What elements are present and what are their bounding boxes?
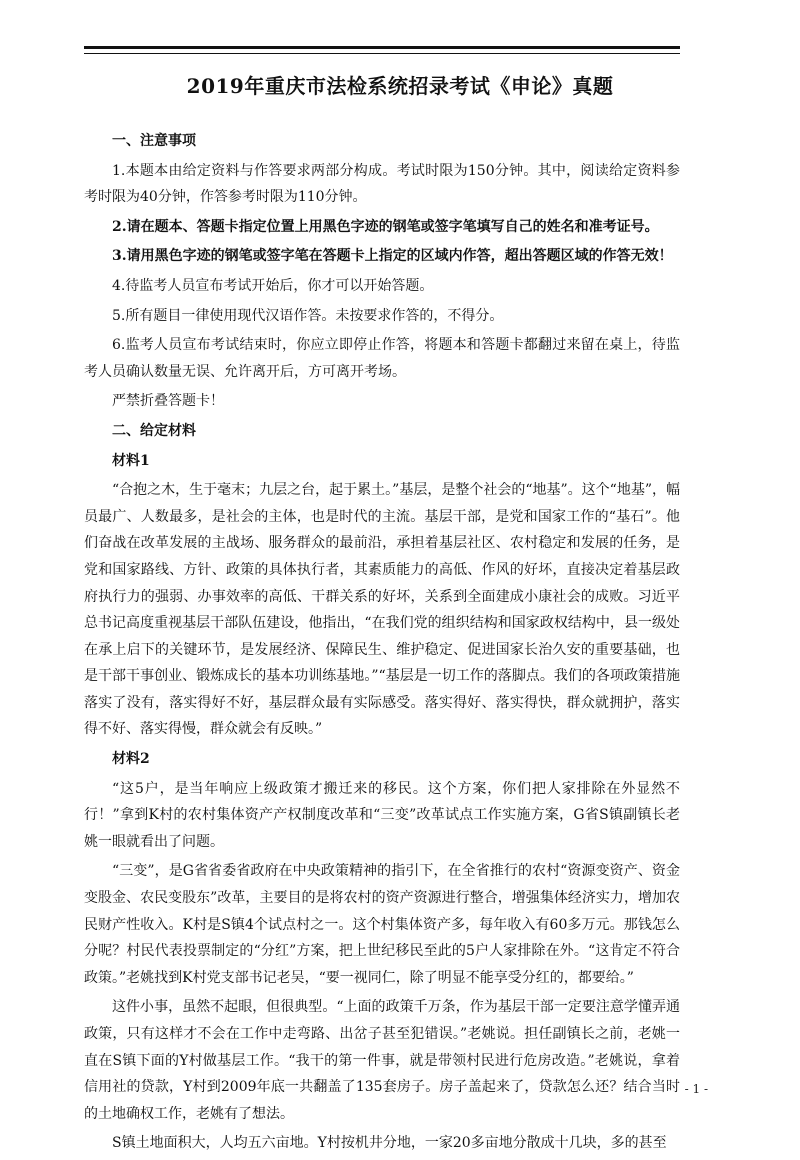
notice-item: 5.所有题目一律使用现代汉语作答。未按要求作答的，不得分。 bbox=[112, 307, 504, 324]
notice-item: 严禁折叠答题卡！ bbox=[112, 393, 224, 410]
notice-item: 1.本题本由给定资料与作答要求两部分构成。考试时限为150分钟。其中，阅读给定资料参考时限为40分钟，作答参考时限为110分钟。 bbox=[84, 162, 680, 206]
material2-paragraph: “三变”，是G省省委省政府在中央政策精神的指引下，在全省推行的农村“资源变资产、资金变股金、农民变股东”改革，主要目的是将农村的资产资源进行整合，增强集体经济实力，增加农民财产性收入。K村是S镇4个试点村之一。这个村集体资产多，每年收入有60多万元。那钱怎么分呢？村民代表投票制定的“分红”方案，把上世纪移民至此的5户人家排除在外。“这肯定不符合政策。”老姚找到K村党支部书记老吴，“要一视同仁，除了明显不能享受分红的，都要给。” bbox=[84, 863, 680, 986]
notice-item: 2.请在题本、答题卡指定位置上用黑色字迹的钢笔或签字笔填写自己的姓名和准考证号。 bbox=[112, 218, 659, 235]
document-title: 2019年重庆市法检系统招录考试《申论》真题 bbox=[186, 74, 614, 98]
notice-heading: 一、注意事项 bbox=[112, 133, 196, 149]
material1-paragraph: “合抱之木，生于毫末；九层之台，起于累土。”基层，是整个社会的“地基”。这个“地基”，幅员最广、人数最多，是社会的主体，也是时代的主流。基层干部，是党和国家工作的“基石”。他们奋战在改革发展的主战场、服务群众的最前沿，承担着基层社区、农村稳定和发展的任务，是党和国家路线、方针、政策的具体执行者，其素质能力的高低、作风的好坏，直接决定着基层政府执行力的强弱、办事效率的高低、干群关系的好坏，关系到全面建成小康社会的成败。习近平总书记高度重视基层干部队伍建设，他指出，“在我们党的组织结构和国家政权结构中，县一级处在承上启下的关键环节，是发展经济、保障民生、维护稳定、促进国家长治久安的重要基础，也是干部干事创业、锻炼成长的基本功训练基地。”“基层是一切工作的落脚点。我们的各项政策措施落实了没有，落实得好不好，基层群众最有实际感受。落实得好、落实得快，群众就拥护，落实得不好、落实得慢，群众就会有反映。” bbox=[84, 482, 680, 738]
header-rule-thin bbox=[84, 53, 680, 54]
document-body bbox=[84, 128, 680, 1160]
notice-item: 6.监考人员宣布考试结束时，你应立即停止作答，将题本和答题卡都翻过来留在桌上，待监考人员确认数量无误、允许离开后，方可离开考场。 bbox=[84, 337, 680, 380]
material2-paragraph: S镇土地面积大，人均五六亩地。Y村按机井分地，一家20多亩地分散成十几块，多的甚至 bbox=[112, 1135, 667, 1152]
materials-heading: 二、给定材料 bbox=[112, 422, 196, 439]
material2-heading: 材料2 bbox=[112, 751, 150, 768]
material2-paragraph: “这5户，是当年响应上级政策才搬迁来的移民。这个方案，你们把人家排除在外显然不行！”拿到K村的农村集体资产产权制度改革和“三变”改革试点工作实施方案，G省S镇副镇长老姚一眼就看出了问题。 bbox=[84, 780, 680, 850]
material1-heading: 材料1 bbox=[112, 452, 150, 469]
material2-paragraph: 这件小事，虽然不起眼，但很典型。“上面的政策千万条，作为基层干部一定要注意学懂弄通政策，只有这样才不会在工作中走弯路、出岔子甚至犯错误。”老姚说。担任副镇长之前，老姚一直在S镇下面的Y村做基层工作。“我干的第一件事，就是带领村民进行危房改造。”老姚说，拿着信用社的贷款，Y村到2009年底一共翻盖了135套房子。房子盖起来了，贷款怎么还？结合当时的土地确权工作，老姚有了想法。 bbox=[84, 999, 680, 1122]
notice-item: 3.请用黑色字迹的钢笔或签字笔在答题卡上指定的区域内作答，超出答题区域的作答无效！ bbox=[112, 248, 673, 265]
page-number: - 1 - bbox=[684, 1082, 708, 1096]
header-rule-thick bbox=[84, 46, 680, 49]
notice-item: 4.待监考人员宣布考试开始后，你才可以开始答题。 bbox=[112, 277, 434, 294]
